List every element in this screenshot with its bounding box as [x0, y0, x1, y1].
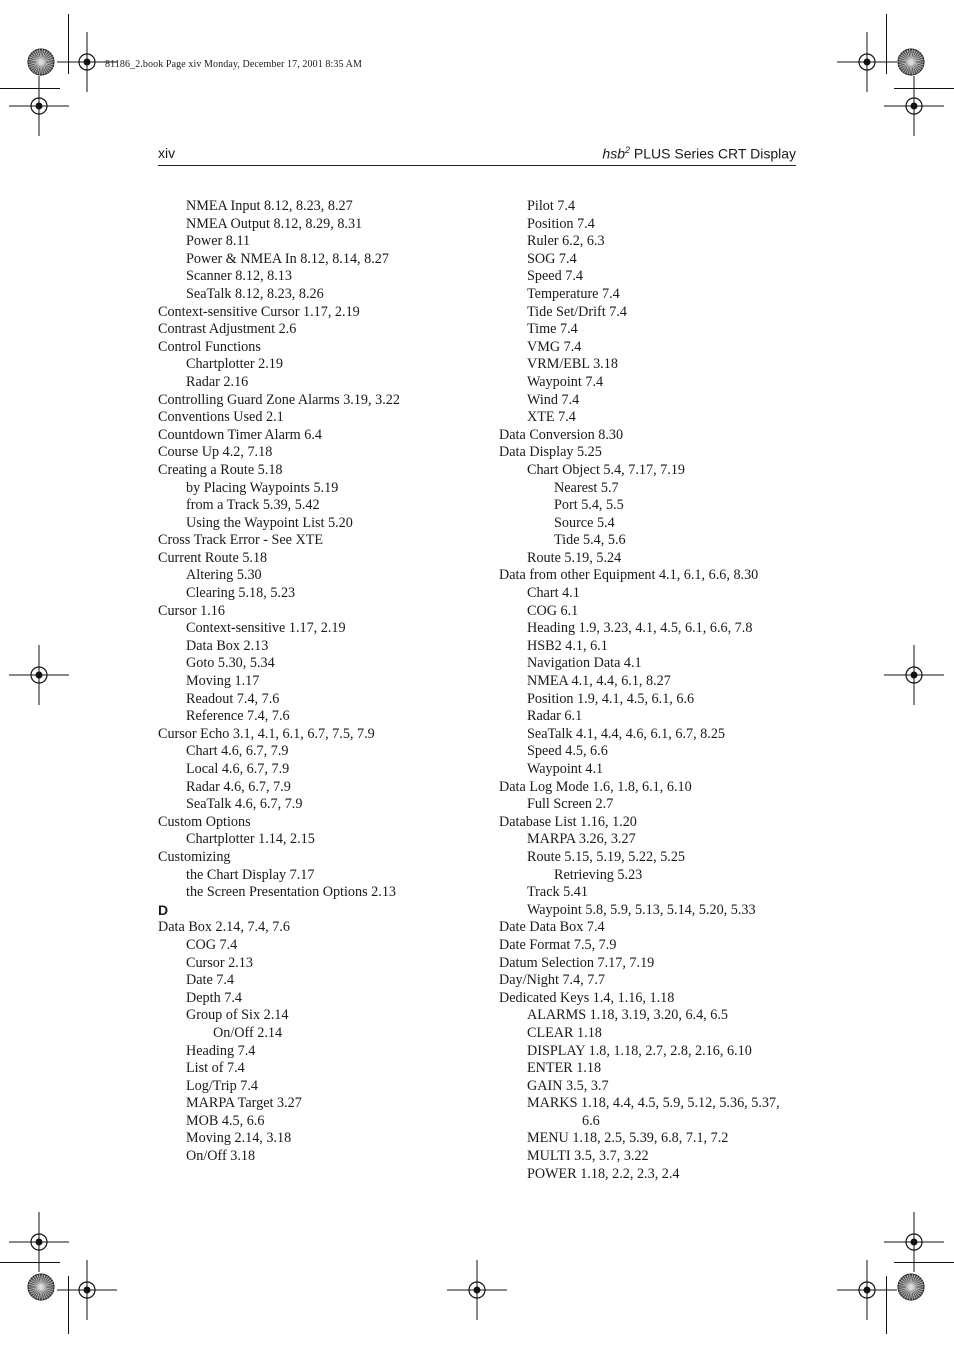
index-subsubentry: Nearest 5.7: [554, 479, 619, 496]
index-subentry: MARPA Target 3.27: [186, 1095, 302, 1112]
index-entry: Dedicated Keys 1.4, 1.16, 1.18: [499, 989, 675, 1006]
index-subentry: Reference 7.4, 7.6: [186, 708, 290, 725]
index-subentry: Heading 1.9, 3.23, 4.1, 4.5, 6.1, 6.6, 7.8: [527, 620, 753, 637]
index-subentry: Speed 7.4: [527, 268, 583, 285]
index-subentry: NMEA 4.1, 4.4, 6.1, 8.27: [527, 673, 671, 690]
index-entry: Datum Selection 7.17, 7.19: [499, 954, 655, 971]
crop-mark: [0, 1262, 60, 1263]
crop-mark: [68, 1276, 69, 1334]
index-entry: Contrast Adjustment 2.6: [158, 321, 297, 338]
index-entry: Database List 1.16, 1.20: [499, 813, 637, 830]
title-italic: hsb: [602, 145, 625, 162]
registration-target-icon: [9, 645, 69, 705]
index-entry: Custom Options: [158, 813, 251, 830]
index-entry: Control Functions: [158, 338, 261, 355]
index-subentry: Navigation Data 4.1: [527, 655, 642, 672]
print-slug: 81186_2.book Page xiv Monday, December 17, 2001 8:35 AM: [105, 59, 362, 70]
index-entry: Cross Track Error - See XTE: [158, 532, 324, 549]
index-subentry: ENTER 1.18: [527, 1060, 602, 1077]
index-subentry: Waypoint 4.1: [527, 761, 604, 777]
index-entry: Data Conversion 8.30: [499, 426, 624, 443]
index-entry: Current Route 5.18: [158, 549, 268, 566]
index-subentry: Chart Object 5.4, 7.17, 7.19: [527, 461, 686, 478]
registration-target-icon: [57, 1260, 117, 1320]
index-subentry: Data Box 2.13: [186, 637, 269, 654]
index-subentry: Chart 4.6, 6.7, 7.9: [186, 743, 289, 760]
index-subentry: DISPLAY 1.8, 1.18, 2.7, 2.8, 2.16, 6.10: [527, 1042, 752, 1059]
index-subentry: POWER 1.18, 2.2, 2.3, 2.4: [527, 1165, 680, 1182]
index-subentry: Full Screen 2.7: [527, 796, 614, 813]
index-subentry: MARKS 1.18, 4.4, 4.5, 5.9, 5.12, 5.36, 5.37,: [527, 1095, 780, 1112]
running-title: [602, 145, 796, 162]
index-subentry: MOB 4.5, 6.6: [186, 1112, 265, 1129]
index-subsubentry: On/Off 2.14: [213, 1024, 283, 1041]
index-subentry: SOG 7.4: [527, 250, 577, 267]
index-entry: Date Format 7.5, 7.9: [499, 936, 617, 953]
index-subentry: the Screen Presentation Options 2.13: [186, 884, 397, 901]
crop-mark: [886, 14, 887, 74]
index-subentry: Chart 4.1: [527, 585, 580, 602]
index-subentry: List of 7.4: [186, 1060, 245, 1077]
crop-mark: [894, 88, 954, 89]
index-entry: Countdown Timer Alarm 6.4: [158, 426, 322, 443]
index-subentry: Route 5.15, 5.19, 5.22, 5.25: [527, 848, 686, 865]
index-subentry: COG 6.1: [527, 602, 579, 619]
index-subentry: Depth 7.4: [186, 989, 242, 1006]
index-subentry: Route 5.19, 5.24: [527, 549, 622, 566]
index-subentry: Track 5.41: [527, 884, 588, 901]
index-subentry: CLEAR 1.18: [527, 1024, 602, 1041]
index-subentry: MULTI 3.5, 3.7, 3.22: [527, 1148, 649, 1165]
index-subentry: Tide Set/Drift 7.4: [527, 303, 627, 320]
index-subentry: Goto 5.30, 5.34: [186, 655, 275, 672]
index-entry: Data Log Mode 1.6, 1.8, 6.1, 6.10: [499, 778, 692, 795]
index-subentry: Moving 2.14, 3.18: [186, 1130, 292, 1147]
index-subentry: Speed 4.5, 6.6: [527, 743, 608, 760]
index-section-letter: D: [158, 901, 169, 918]
index-subsubentry: Retrieving 5.23: [554, 866, 643, 883]
registration-target-icon: [447, 1260, 507, 1320]
index-subentry: Chartplotter 1.14, 2.15: [186, 831, 315, 848]
index-subentry: NMEA Output 8.12, 8.29, 8.31: [186, 215, 363, 232]
index-subentry: Ruler 6.2, 6.3: [527, 233, 605, 250]
index-subentry: ALARMS 1.18, 3.19, 3.20, 6.4, 6.5: [527, 1007, 729, 1024]
index-entry: Data Box 2.14, 7.4, 7.6: [158, 919, 291, 936]
index-subentry: from a Track 5.39, 5.42: [186, 497, 320, 514]
index-subentry: Waypoint 5.8, 5.9, 5.13, 5.14, 5.20, 5.33: [527, 901, 756, 918]
index-subentry: VRM/EBL 3.18: [527, 356, 618, 373]
index-subentry: Heading 7.4: [186, 1042, 256, 1059]
index-subentry: Power 8.11: [186, 233, 251, 250]
color-rosette-icon: [897, 1273, 925, 1301]
index-subentry: Time 7.4: [527, 321, 578, 338]
index-subentry: Chartplotter 2.19: [186, 356, 283, 373]
index-subentry: by Placing Waypoints 5.19: [186, 479, 339, 496]
index-entry: Cursor Echo 3.1, 4.1, 6.1, 6.7, 7.5, 7.9: [158, 725, 375, 742]
index-entry: Cursor 1.16: [158, 602, 225, 619]
index-subentry: Pilot 7.4: [527, 198, 576, 214]
index-entry: Data from other Equipment 4.1, 6.1, 6.6, 8.30: [499, 567, 759, 584]
registration-target-icon: [837, 1260, 897, 1320]
index-subentry: Cursor 2.13: [186, 954, 253, 971]
index-entry: Creating a Route 5.18: [158, 461, 283, 478]
title-superscript: 2: [625, 145, 631, 155]
index-entry: Data Display 5.25: [499, 444, 602, 461]
index-entry: Date Data Box 7.4: [499, 919, 605, 936]
index-subentry: Local 4.6, 6.7, 7.9: [186, 761, 290, 777]
index-subentry: COG 7.4: [186, 936, 238, 953]
index-subentry: Altering 5.30: [186, 567, 262, 584]
running-header: [158, 143, 796, 166]
color-rosette-icon: [27, 48, 55, 76]
index-subentry: Log/Trip 7.4: [186, 1077, 259, 1094]
index-subentry: On/Off 3.18: [186, 1148, 256, 1165]
index-entry: Context-sensitive Cursor 1.17, 2.19: [158, 303, 360, 320]
index-entry: Conventions Used 2.1: [158, 409, 284, 426]
index-subentry: Clearing 5.18, 5.23: [186, 585, 296, 602]
index-subentry: Wind 7.4: [527, 391, 580, 408]
index-subentry: Scanner 8.12, 8.13: [186, 268, 292, 285]
index-subentry: Radar 2.16: [186, 373, 249, 390]
index-entry: Controlling Guard Zone Alarms 3.19, 3.22: [158, 391, 400, 408]
index-subentry: Radar 4.6, 6.7, 7.9: [186, 778, 291, 795]
index-subentry: Readout 7.4, 7.6: [186, 690, 280, 707]
index-entry: Course Up 4.2, 7.18: [158, 444, 273, 461]
index-entry: Customizing: [158, 848, 231, 865]
index-subentry: Context-sensitive 1.17, 2.19: [186, 620, 346, 637]
index-subentry: Radar 6.1: [527, 708, 583, 725]
index-subsubentry: Tide 5.4, 5.6: [554, 532, 626, 549]
index-subsubentry: Source 5.4: [554, 514, 615, 531]
index-subentry: Temperature 7.4: [527, 285, 620, 302]
index-subentry: GAIN 3.5, 3.7: [527, 1077, 609, 1094]
index-subentry: Moving 1.17: [186, 673, 260, 690]
index-column-left: [158, 198, 488, 1166]
crop-mark: [894, 1262, 954, 1263]
index-subentry: Position 1.9, 4.1, 4.5, 6.1, 6.6: [527, 690, 695, 707]
color-rosette-icon: [27, 1273, 55, 1301]
index-subentry: Date 7.4: [186, 972, 235, 989]
crop-mark: [68, 14, 69, 74]
index-subentry: SeaTalk 8.12, 8.23, 8.26: [186, 285, 324, 302]
index-subentry: Group of Six 2.14: [186, 1007, 289, 1024]
index-subentry: VMG 7.4: [527, 338, 582, 355]
page-number: xiv: [158, 145, 176, 161]
crop-mark: [886, 1276, 887, 1334]
title-rest: PLUS Series CRT Display: [630, 145, 796, 162]
index-subentry: Using the Waypoint List 5.20: [186, 514, 353, 531]
index-entry: Day/Night 7.4, 7.7: [499, 972, 606, 989]
index-subentry: SeaTalk 4.1, 4.4, 4.6, 6.1, 6.7, 8.25: [527, 725, 726, 742]
crop-mark: [0, 88, 60, 89]
color-rosette-icon: [897, 48, 925, 76]
index-subentry: Position 7.4: [527, 215, 595, 232]
index-subentry: NMEA Input 8.12, 8.23, 8.27: [186, 198, 353, 214]
index-subsubentry: Port 5.4, 5.5: [554, 497, 624, 514]
registration-target-icon: [884, 645, 944, 705]
index-subentry: Waypoint 7.4: [527, 373, 604, 390]
index-column-right: [499, 198, 799, 1183]
index-subentry: XTE 7.4: [527, 409, 576, 426]
index-subentry: HSB2 4.1, 6.1: [527, 637, 608, 654]
index-continuation: 6.6: [582, 1112, 600, 1129]
index-subentry: MENU 1.18, 2.5, 5.39, 6.8, 7.1, 7.2: [527, 1130, 729, 1147]
registration-target-icon: [9, 76, 69, 136]
index-subentry: MARPA 3.26, 3.27: [527, 831, 636, 848]
index-subentry: SeaTalk 4.6, 6.7, 7.9: [186, 796, 303, 813]
registration-target-icon: [884, 76, 944, 136]
index-subentry: the Chart Display 7.17: [186, 866, 315, 883]
index-subentry: Power & NMEA In 8.12, 8.14, 8.27: [186, 250, 389, 267]
